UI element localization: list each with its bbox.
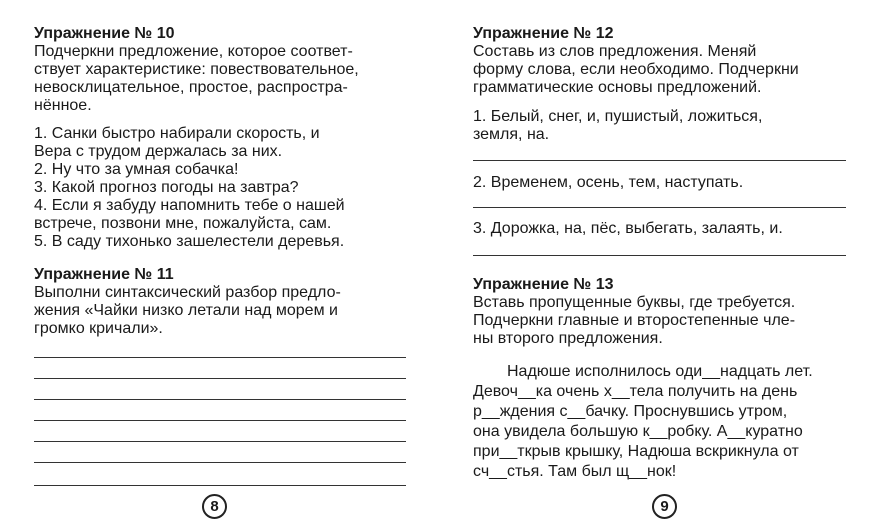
answer-line[interactable] bbox=[473, 207, 846, 208]
answer-line[interactable] bbox=[34, 357, 406, 358]
exercise-11-title: Упражнение № 11 bbox=[34, 266, 174, 283]
exercise-13-text bbox=[473, 362, 846, 482]
exercise-10-instruction-line: Подчеркни предложение, которое соответ- bbox=[34, 43, 353, 60]
sentence-item: 3. Какой прогноз погоды на завтра? bbox=[34, 179, 299, 196]
exercise-12-title: Упражнение № 12 bbox=[473, 25, 614, 42]
answer-line[interactable] bbox=[34, 485, 406, 486]
exercise-11 bbox=[34, 266, 406, 338]
answer-line[interactable] bbox=[34, 441, 406, 442]
left-page bbox=[34, 0, 406, 531]
page-number: 8 bbox=[202, 494, 227, 519]
task-1 bbox=[473, 108, 846, 144]
exercise-11-instruction-line: жения «Чайки низко летали над морем и bbox=[34, 302, 338, 319]
sentence-item: Вера с трудом держалась за них. bbox=[34, 143, 283, 160]
task-2: 2. Временем, осень, тем, наступать. bbox=[473, 174, 744, 191]
exercise-10-instruction-line: ствует характеристике: повествовательное, bbox=[34, 61, 359, 78]
exercise-11-instruction-line: громко кричали». bbox=[34, 320, 163, 337]
task-line: 1. Белый, снег, и, пушистый, ложиться, bbox=[473, 108, 763, 125]
exercise-12 bbox=[473, 25, 846, 97]
exercise-13 bbox=[473, 276, 846, 348]
text-line: она увидела большую к__робку. А__куратно bbox=[473, 423, 803, 440]
text-line: при__ткрыв крышку, Надюша вскрикнула от bbox=[473, 443, 799, 460]
sentence-item: 1. Санки быстро набирали скорость, и bbox=[34, 125, 320, 142]
exercise-13-instruction-line: ны второго предложения. bbox=[473, 330, 663, 347]
exercise-10 bbox=[34, 25, 406, 251]
exercise-12-instruction-line: форму слова, если необходимо. Подчеркни bbox=[473, 61, 799, 78]
text-line: Надюше исполнилось оди__надцать лет. bbox=[507, 363, 813, 380]
text-line: Девоч__ка очень х__тела получить на день bbox=[473, 383, 798, 400]
task-3: 3. Дорожка, на, пёс, выбегать, залаять, и. bbox=[473, 220, 783, 237]
exercise-12-instruction-line: Составь из слов предложения. Меняй bbox=[473, 43, 757, 60]
exercise-10-instruction-line: нённое. bbox=[34, 97, 92, 114]
task-line: земля, на. bbox=[473, 126, 550, 143]
exercise-11-instruction-line: Выполни синтаксический разбор предло- bbox=[34, 284, 341, 301]
answer-line[interactable] bbox=[34, 378, 406, 379]
answer-line[interactable] bbox=[34, 462, 406, 463]
sentence-item: 5. В саду тихонько зашелестели деревья. bbox=[34, 233, 345, 250]
right-page bbox=[473, 0, 846, 531]
sentence-item: встрече, позвони мне, пожалуйста, сам. bbox=[34, 215, 332, 232]
exercise-13-instruction-line: Вставь пропущенные буквы, где требуется. bbox=[473, 294, 796, 311]
answer-line[interactable] bbox=[34, 399, 406, 400]
exercise-10-instruction-line: невосклицательное, простое, распростра- bbox=[34, 79, 348, 96]
exercise-13-title: Упражнение № 13 bbox=[473, 276, 614, 293]
exercise-13-instruction-line: Подчеркни главные и второстепенные чле- bbox=[473, 312, 796, 329]
answer-line[interactable] bbox=[473, 160, 846, 161]
answer-line[interactable] bbox=[34, 420, 406, 421]
page-number: 9 bbox=[652, 494, 677, 519]
exercise-10-items bbox=[34, 125, 406, 251]
sentence-item: 2. Ну что за умная собачка! bbox=[34, 161, 239, 178]
exercise-10-title: Упражнение № 10 bbox=[34, 25, 175, 42]
text-line: р__ждения с__бачку. Проснувшись утром, bbox=[473, 403, 788, 420]
sentence-item: 4. Если я забуду напомнить тебе о нашей bbox=[34, 197, 345, 214]
answer-line[interactable] bbox=[473, 255, 846, 256]
exercise-12-instruction-line: грамматические основы предложений. bbox=[473, 79, 762, 96]
text-line: сч__стья. Там был щ__нок! bbox=[473, 463, 677, 480]
